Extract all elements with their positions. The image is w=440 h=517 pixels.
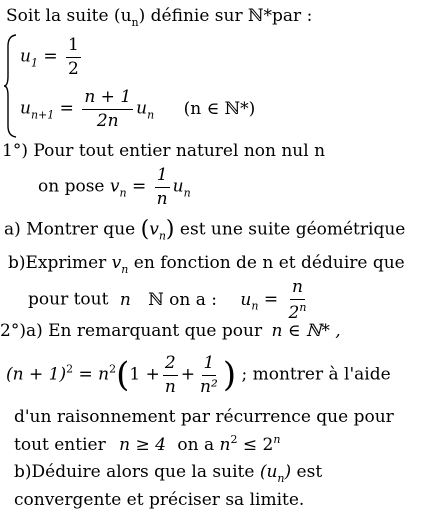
identity-lhs-exp: 2 [66,362,74,376]
q2-b-line-1 [14,464,322,484]
q1a-text: a) Montrer que [4,219,136,240]
q1b2-N: ℕ on a : [148,289,218,310]
q1a-v-sub: n [158,229,166,243]
pose-u-sub: n [183,186,191,200]
un1-symbol: u [20,98,31,119]
un1-eq: = [59,98,74,119]
q2b-text: b)Déduire alors que la suite [14,462,255,482]
q2l3-n-exp: 2 [230,433,238,446]
q2l3-n: n [219,435,231,455]
identity-plus: + [180,364,196,385]
pose-v: v [109,176,120,197]
un1-condition: (n ∈ ℕ*) [183,98,256,119]
q1a-after: est une suite géométrique [179,219,406,240]
identity-frac-2: $\frac{1}{\text{n²}}$ [200,353,218,397]
q2l3-cond: n ≥ 4 [119,435,166,455]
u1-eq: = [43,46,58,67]
q1-title: 1°) Pour tout entier naturel non nul n [2,141,326,161]
u1-symbol: u [20,46,31,67]
q2l3-mid: on a [177,435,215,455]
intro-sub: n [131,16,139,29]
q1b2-eq: = [263,289,279,310]
q2l3-text: tout entier [14,435,106,455]
q2l3-le-exp: n [273,433,281,446]
pose-u: u [172,176,184,197]
pose-eq: = [132,176,147,197]
q1-b-line-2 [28,278,311,322]
q2a-text: 2°)a) En remarquant que pour [0,321,263,341]
un1-sub: n+1 [30,108,55,122]
q2-line-2: d'un raisonnement par récurrence que pour [14,407,394,427]
q2-b-line-2: convergente et préciser sa limite. [14,490,305,510]
un1-fraction: $\frac{n + 1}{2n}$ [84,87,132,131]
q2l3-le: ≤ 2 [242,435,274,455]
un1-rhs-sub: n [147,108,155,122]
identity-after: ; montrer à l'aide [241,364,391,385]
q2b-u: (u [259,462,278,482]
pose-fraction: $\frac{1}{n}$ [156,165,168,209]
q1b2-fraction: $\frac{n}{2^n}$ [288,277,307,323]
system-brace [4,34,18,138]
pose-text: on pose [38,176,105,197]
q1b2-n: n [119,289,131,310]
un1-rhs: u [136,98,148,119]
q1b2-text: pour tout [28,289,109,310]
system-line-2 [20,88,255,130]
u1-fraction: $\frac{1}{2}$ [68,35,79,79]
q1b-text: b)Exprimer [8,253,107,273]
identity-eq-exp: 2 [109,362,117,376]
u1-sub: 1 [30,56,38,70]
q1b-v-sub: n [121,263,129,276]
q2b-after: est [296,462,323,482]
identity-eq: = n [78,364,110,385]
q1b2-u: u [240,289,252,310]
pose-v-sub: n [119,186,127,200]
intro-line [6,8,312,28]
intro-text-after: ) définie sur ℕ*par : [138,6,313,26]
q2b-u-sub: n [277,472,285,485]
q1-b-line-1 [8,255,405,275]
system-line-1 [20,36,84,78]
q1b-after: en fonction de n et déduire que [133,253,405,273]
q2-identity-line: $(n + 1)^2 = n^2(1$ + $\frac{2}{n}$ + $\frac{1}{\text{n²}}$ ) ; montrer à l'aide [6,353,391,397]
q1-pose-line [38,166,191,208]
identity-one: 1 + [129,364,160,385]
q2b-u-close: ) [284,462,292,482]
identity-lhs: (n + 1) [6,364,67,385]
q2a-cond: n ∈ ℕ* , [271,321,341,341]
q2-a-title [0,323,341,340]
q1b-v: v [111,253,122,273]
identity-frac-1: $\frac{2}{n}$ [164,353,176,397]
intro-text: Soit la suite (u [6,6,132,26]
q1a-v: v [149,219,159,240]
q2-line-3 [14,434,280,454]
q1b2-u-sub: n [251,299,259,313]
q1-a-line: a) Montrer que $(v_n)$ est une suite géométrique [4,217,406,243]
